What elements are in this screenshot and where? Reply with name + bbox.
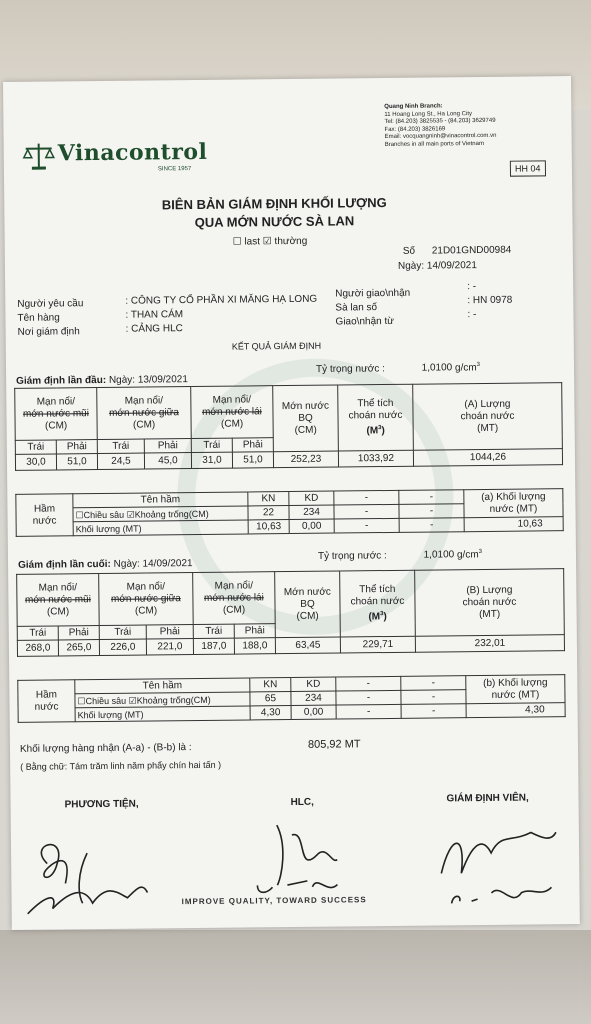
dash: - <box>399 518 464 533</box>
doc-number-label: Số <box>402 245 416 257</box>
mean-draft-value: 63,45 <box>275 637 340 654</box>
result-title: KẾT QUẢ GIÁM ĐỊNH <box>231 340 322 352</box>
place-label: Nơi giám định <box>17 326 80 338</box>
signature-vehicle-icon <box>17 822 158 923</box>
kd-depth-value: 234 <box>291 691 336 705</box>
final-density-unit: g/cm <box>456 549 479 561</box>
col-displacement-header: (B) Lượng choán nước (MT) <box>415 569 565 637</box>
hold-name-header: Tên hầm <box>75 678 250 694</box>
final-draft-table <box>16 568 565 657</box>
right-label: Phải <box>144 439 191 453</box>
signature-label-vehicle: PHƯƠNG TIỆN, <box>64 798 139 811</box>
final-density-value: 1,0100 <box>423 549 455 561</box>
final-survey-label: Giám định lần cuối: <box>18 558 111 571</box>
final-survey-date: Ngày: 14/09/2021 <box>113 558 193 570</box>
branch-line: 11 Hoang Long St., Ha Long City <box>384 110 473 118</box>
left-label: Trái <box>99 625 146 639</box>
deliverer-label: Người giao\nhận <box>335 287 411 300</box>
water-result-value: 10,63 <box>464 517 563 532</box>
left-label: Trái <box>193 624 234 638</box>
goods-label: Tên hàng <box>17 312 60 324</box>
logo-text: Vinacontrol <box>57 138 208 167</box>
background-bottom <box>0 930 591 1024</box>
kn-weight-value: 10,63 <box>248 520 289 534</box>
checkbox-icon: ☑ <box>126 509 135 520</box>
option-last-label: last <box>244 236 261 248</box>
checkbox-icon: ☑ <box>128 695 137 706</box>
deliverer-value: : - <box>467 281 477 293</box>
dash: - <box>401 704 466 719</box>
kd-weight-value: 0,00 <box>289 519 334 533</box>
col-fwd-header: Mạn nổi/ mớn nước mũi (CM) <box>17 574 100 627</box>
left-label: Trái <box>17 626 58 640</box>
branch-line: Branches in all main ports of Vietnam <box>384 140 484 148</box>
col-mid-header: Mạn nổi/ mớn nước giữa (CM) <box>99 573 194 626</box>
dash: - <box>334 490 399 505</box>
left-label: Trái <box>97 439 144 453</box>
document-sheet <box>3 76 580 930</box>
dash: - <box>399 504 464 519</box>
signature-hlc-icon <box>237 814 368 905</box>
form-code: HH 04 <box>510 160 546 176</box>
right-label: Phải <box>232 438 273 452</box>
signature-label-inspector: GIÁM ĐỊNH VIÊN, <box>446 792 529 805</box>
dash: - <box>334 518 399 533</box>
option-last[interactable] <box>233 236 308 248</box>
water-result-header: (a) Khối lượng nước (MT) <box>464 489 563 518</box>
doc-title-line2: QUA MỚN NƯỚC SÀ LAN <box>194 213 355 231</box>
initial-survey-date: Ngày: 13/09/2021 <box>108 374 188 386</box>
summary-value: 805,92 MT <box>307 738 361 751</box>
signature-label-hlc: HLC, <box>290 796 314 809</box>
kd-header: KD <box>291 677 336 691</box>
col-aft-header: Mạn nổi/ mớn nước lái (CM) <box>191 386 274 439</box>
doc-date <box>398 260 477 272</box>
from-label: Giao\nhận từ <box>335 315 394 328</box>
depth-space-cell: ☐Chiều sâu ☑Khoảng trống(CM) <box>73 506 248 522</box>
fwd-right-value: 265,0 <box>58 640 99 656</box>
logo-since: SINCE 1957 <box>157 166 192 173</box>
requester-value: : CÔNG TY CỔ PHẦN XI MĂNG HẠ LONG <box>125 293 318 307</box>
summary-formula: Khối lượng hàng nhận (A-a) - (B-b) là : <box>19 742 192 755</box>
mid-right-value: 45,0 <box>144 453 191 469</box>
initial-hold-table <box>15 488 563 537</box>
from-value: : - <box>467 309 477 321</box>
final-survey-heading <box>18 558 193 571</box>
aft-left-value: 187,0 <box>193 638 234 654</box>
col-volume-header: Thể tích choán nước $(M^3)$ <box>340 570 416 637</box>
kd-weight-value: 0,00 <box>291 705 336 719</box>
logo <box>22 141 56 176</box>
col-mid-header: Mạn nổi/ mớn nước giữa (CM) <box>97 387 192 440</box>
doc-number-value: 21D01GND00984 <box>431 244 512 257</box>
branch-line: Email: vocquangninh@vinacontrol.com.vn <box>384 132 497 141</box>
dash: - <box>336 676 401 691</box>
fwd-left-value: 30,0 <box>15 454 56 470</box>
kd-header: KD <box>289 491 334 505</box>
initial-survey-label: Giám định lần đầu: <box>16 374 107 387</box>
mid-left-value: 226,0 <box>99 639 146 655</box>
dash: - <box>401 690 466 705</box>
water-result-header: (b) Khối lượng nước (MT) <box>466 675 565 704</box>
dash: - <box>334 504 399 519</box>
barge-label: Sà lan số <box>335 302 378 314</box>
signature-inspector-icon <box>431 812 572 913</box>
dash: - <box>336 704 401 719</box>
branch-line: Fax: (84.203) 3826169 <box>384 125 446 133</box>
initial-density-value: 1,0100 <box>421 362 453 374</box>
right-label: Phải <box>58 626 99 640</box>
initial-density-label: Tỷ trọng nước : <box>315 363 385 376</box>
initial-density-unit: g/cm <box>454 362 477 374</box>
branch-title: Quang Ninh Branch: <box>384 103 443 111</box>
col-mean-header: Mớn nước BQ (CM) <box>275 571 341 638</box>
col-fwd-header: Mạn nổi/ mớn nước mũi (CM) <box>15 388 98 441</box>
doc-title-line1: BIÊN BẢN GIÁM ĐỊNH KHỐI LƯỢNG <box>161 194 387 213</box>
final-hold-table <box>17 674 565 723</box>
kd-depth-value: 234 <box>289 505 334 519</box>
initial-density: Tỷ trọng nước : 1,0100 $g/cm^3$ <box>315 362 481 376</box>
weight-label: Khối lượng (MT) <box>75 706 250 722</box>
kn-weight-value: 4,30 <box>250 706 291 720</box>
displacement-value: 232,01 <box>415 635 564 653</box>
left-label: Trái <box>15 440 56 454</box>
col-displacement-header: (A) Lượng choán nước (MT) <box>413 383 563 451</box>
volume-value: 1033,92 <box>338 450 413 467</box>
col-mean-header: Mớn nước BQ (CM) <box>273 385 339 452</box>
checkbox-checked-icon[interactable]: ☑ <box>262 236 272 248</box>
mid-left-value: 24,5 <box>97 453 144 469</box>
scale-logo-icon <box>22 141 56 171</box>
col-aft-header: Mạn nổi/ mớn nước lái (CM) <box>193 572 276 625</box>
footer-slogan: IMPROVE QUALITY, TOWARD SUCCESS <box>181 895 367 907</box>
place-value: : CẢNG HLC <box>125 323 183 335</box>
weight-label: Khối lượng (MT) <box>73 520 248 536</box>
displacement-value: 1044,26 <box>413 449 562 467</box>
checkbox-icon: ☐ <box>75 509 84 520</box>
initial-survey-heading <box>16 374 188 387</box>
initial-draft-table <box>14 382 563 471</box>
mean-draft-value: 252,23 <box>273 451 338 468</box>
doc-date-value: 14/09/2021 <box>426 260 477 272</box>
dash: - <box>399 490 464 505</box>
requester-label: Người yêu cầu <box>17 298 84 310</box>
kn-depth-value: 65 <box>250 692 291 706</box>
branch-info <box>384 103 496 149</box>
hold-label: Hầm nước <box>18 680 75 723</box>
aft-right-value: 51,0 <box>232 452 273 468</box>
right-label: Phải <box>56 440 97 454</box>
right-label: Phải <box>146 625 193 639</box>
dash: - <box>401 676 466 691</box>
kn-header: KN <box>248 492 289 506</box>
doc-date-label: Ngày: <box>397 260 425 272</box>
fwd-left-value: 268,0 <box>17 640 58 656</box>
volume-value: 229,71 <box>340 636 415 653</box>
summary-in-words: ( Bằng chữ: Tám trăm linh năm phẩy chín hai tấn ) <box>20 759 222 772</box>
hold-name-header: Tên hầm <box>73 492 248 508</box>
right-label: Phải <box>234 624 275 638</box>
final-density-label: Tỷ trọng nước : <box>317 550 387 563</box>
mid-right-value: 221,0 <box>146 639 193 655</box>
barge-value: : HN 0978 <box>467 294 513 307</box>
doc-number <box>403 245 512 257</box>
option-regular-label: thường <box>274 235 308 248</box>
col-volume-header: Thể tích choán nước $(M^3)$ <box>338 384 414 451</box>
dash: - <box>336 690 401 705</box>
branch-line: Tel: (84.203) 3825535 - (84.203) 3629749 <box>384 117 496 126</box>
left-label: Trái <box>191 438 232 452</box>
depth-space-cell: ☐Chiều sâu ☑Khoảng trống(CM) <box>75 692 250 708</box>
kn-header: KN <box>250 678 291 692</box>
fwd-right-value: 51,0 <box>56 454 97 470</box>
hold-label: Hầm nước <box>16 494 73 537</box>
aft-left-value: 31,0 <box>191 452 232 468</box>
aft-right-value: 188,0 <box>234 638 275 654</box>
kn-depth-value: 22 <box>248 506 289 520</box>
checkbox-unchecked-icon[interactable]: ☐ <box>232 236 242 248</box>
checkbox-icon: ☐ <box>77 695 86 706</box>
goods-value: : THAN CÁM <box>125 309 184 321</box>
water-result-value: 4,30 <box>466 703 565 718</box>
final-density: Tỷ trọng nước : 1,0100 $g/cm^3$ <box>317 549 482 563</box>
